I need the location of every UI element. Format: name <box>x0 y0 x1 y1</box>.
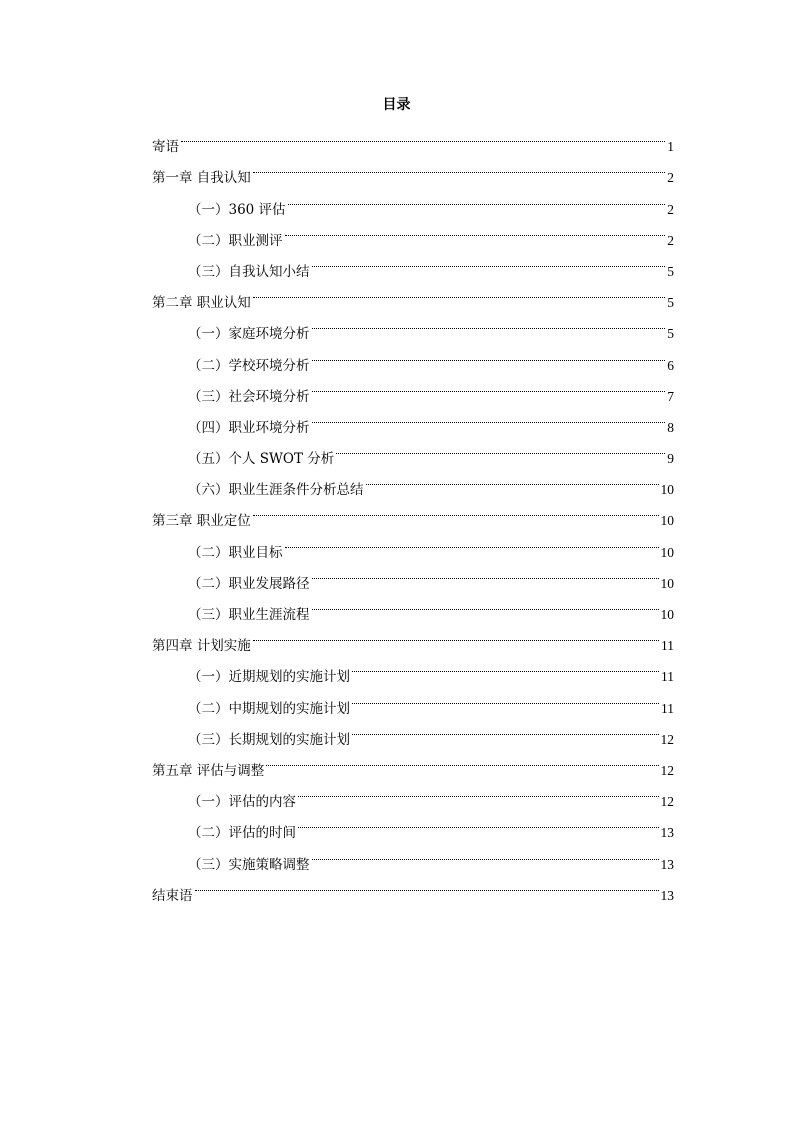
toc-dot-leader <box>366 463 659 494</box>
toc-page-number: 12 <box>660 794 674 810</box>
toc-page-number: 7 <box>667 388 674 404</box>
toc-dot-leader <box>253 276 665 307</box>
toc-page-number: 12 <box>660 731 674 747</box>
toc-page-number: 12 <box>660 762 674 778</box>
toc-chapter-entry[interactable] <box>152 151 674 187</box>
toc-dot-leader <box>253 619 659 650</box>
toc-entry-text: （一）评估的内容 <box>188 794 296 811</box>
toc-dot-leader <box>285 214 666 245</box>
toc-page-number: 8 <box>667 419 674 435</box>
toc-entry-text: （一）近期规划的实施计划 <box>188 669 350 686</box>
toc-dot-leader <box>312 557 659 588</box>
toc-page-number: 1 <box>667 139 674 155</box>
toc-entry-text: （二）职业发展路径 <box>188 575 310 592</box>
toc-page-number: 6 <box>667 357 674 373</box>
toc-entry-text: （二）职业测评 <box>188 232 283 249</box>
toc-entry-text: （三）职业生涯流程 <box>188 607 310 623</box>
toc-dot-leader <box>312 401 666 432</box>
toc-entry-text: （二）职业目标 <box>188 544 283 561</box>
toc-page-number: 5 <box>667 295 674 311</box>
toc-page-number: 2 <box>667 201 674 217</box>
toc-entry-text: （一）家庭环境分析 <box>188 326 310 343</box>
toc-entry-text: 第三章 职业定位 <box>152 513 251 530</box>
toc-page-number: 10 <box>660 482 674 498</box>
toc-entry-text: （五）个人 SWOT 分析 <box>188 451 335 468</box>
toc-entry-text: 第四章 计划实施 <box>152 638 251 655</box>
toc-entry-text: 第二章 职业认知 <box>152 295 251 312</box>
toc-page-number: 11 <box>661 638 674 654</box>
toc-entry-text: （三）实施策略调整 <box>188 856 310 873</box>
toc-page-number: 2 <box>667 232 674 248</box>
toc-dot-leader <box>266 744 658 775</box>
toc-dot-leader <box>352 681 659 712</box>
toc-entry-text: （一）360 评估 <box>188 201 286 218</box>
toc-entry-text: （三）社会环境分析 <box>188 388 310 405</box>
toc-page-number: 2 <box>667 170 674 186</box>
toc-title: 目录 <box>382 97 411 113</box>
toc-page-number: 10 <box>660 544 674 560</box>
toc-chapter-entry[interactable] <box>152 120 674 156</box>
toc-dot-leader <box>298 806 659 837</box>
toc-dot-leader <box>352 650 659 681</box>
toc-page-number: 10 <box>660 607 674 622</box>
toc-dot-leader <box>253 494 659 525</box>
toc-entry-text: 寄语 <box>152 139 179 156</box>
toc-dot-leader <box>298 775 659 806</box>
toc-page-number: 13 <box>660 825 674 841</box>
toc-dot-leader <box>253 151 665 182</box>
toc-list <box>152 120 674 904</box>
toc-page-number: 13 <box>660 887 674 903</box>
toc-dot-leader <box>181 120 665 151</box>
toc-entry-text: 结束语 <box>152 887 193 904</box>
toc-entry-text: （三）自我认知小结 <box>188 263 310 280</box>
toc-page-number: 10 <box>660 513 674 529</box>
toc-dot-leader <box>312 245 666 276</box>
toc-entry-text: （二）中期规划的实施计划 <box>188 700 350 717</box>
toc-dot-leader <box>352 713 659 744</box>
toc-entry-text: （二）学校环境分析 <box>188 357 310 374</box>
toc-entry-text: （二）评估的时间 <box>188 825 296 842</box>
toc-dot-leader <box>288 182 666 213</box>
toc-entry-text: （四）职业环境分析 <box>188 419 310 436</box>
toc-entry-text: 第一章 自我认知 <box>152 170 251 187</box>
toc-dot-leader <box>312 307 666 338</box>
toc-page-number: 11 <box>661 669 674 685</box>
toc-dot-leader <box>336 432 665 463</box>
toc-dot-leader <box>312 370 666 401</box>
toc-dot-leader <box>195 869 659 900</box>
toc-page-number: 10 <box>660 575 674 591</box>
toc-page-number: 11 <box>661 700 674 716</box>
toc-page-number: 5 <box>667 263 674 279</box>
toc-page-number: 13 <box>660 856 674 872</box>
toc-dot-leader <box>312 837 659 868</box>
toc-entry-text: 第五章 评估与调整 <box>152 762 265 779</box>
toc-entry-text: （三）长期规划的实施计划 <box>188 731 350 748</box>
toc-chapter-entry[interactable] <box>152 869 674 904</box>
toc-page-number: 5 <box>667 326 674 342</box>
toc-page-number: 9 <box>667 451 674 467</box>
toc-dot-leader <box>312 588 659 619</box>
toc-dot-leader <box>285 525 659 556</box>
toc-entry-text: （六）职业生涯条件分析总结 <box>188 482 364 499</box>
toc-dot-leader <box>312 338 666 369</box>
